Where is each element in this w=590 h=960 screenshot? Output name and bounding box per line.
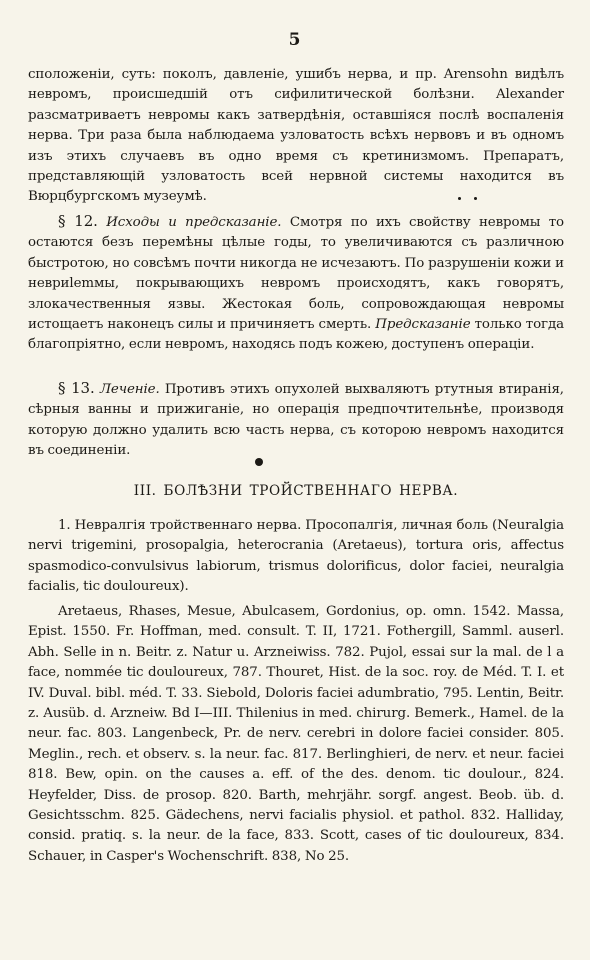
prognosis-term: Предсказаніе bbox=[375, 317, 471, 333]
section-12-title: Исходы и предсказаніе. bbox=[106, 215, 282, 230]
paragraph-bibliography: Aretaeus, Rhases, Mesue, Abulcasem, Gordonius, op. omn. 1542. Massa, Epist. 1550. Fr. Hoffman, med. consult. T. II, 1721. Fothergill, Samml. auserl. Abh. Selle in n. Beitr. z. Natur u. Arzneiwiss. 782. Pujol, essai sur la mal. de l a face, nommée tic douloureux, 787. Thouret, Hist. de la soc. roy. de Méd. T. I. et IV. Duval. bibl. méd. T. 33. Siebold, Doloris faciei adumbratio, 795. Lentin, Beitr. z. Ausüb. d. Arzneiw. Bd I—III. Thilenius in med. chirurg. Bemerk., Hamel. de la neur. fac. 803. Langenbeck, Pr. de nerv. cerebri in dolore faciei consider. 805. Meglin., rech. et observ. s. la neur. fac. 817. Berlinghieri, de nerv. et neur. faciei 818. Bew, opin. on the causes a. eff. of the des. denom. tic doulour., 824. Heyfelder, Diss. de prosop. 820. Barth, mehrjähr. sorgf. angest. Beob. üb. d. Gesichtsschm. 825. Gädechens, nervi facialis physiol. et pathol. 832. Halliday, consid. pratiq. s. la neur. de la face, 833. Scott, cases of tic douloureux, 834. Schauer, in Casper's Wochenschrift. 838, No 25. bbox=[28, 604, 564, 864]
paragraph-section-13 bbox=[28, 378, 564, 462]
section-13-body: Противъ этихъ опухолей выхваляютъ ртутныя втиранія, сѣрныя ванны и прижиганіе, но операція предпочтительнѣе, производя которую должно удалить всю часть нерва, съ которою невромъ находится въ соединеніи. bbox=[28, 382, 564, 459]
ink-spot bbox=[458, 197, 461, 200]
chapter-heading: III. БОЛѢЗНИ ТРОЙСТВЕННАГО НЕРВА. bbox=[133, 483, 459, 499]
section-13-number: § 13. bbox=[58, 379, 95, 397]
page-number: 5 bbox=[288, 30, 302, 50]
section-12-number: § 12. bbox=[58, 212, 98, 230]
ink-blot bbox=[255, 458, 263, 466]
paragraph-section-12 bbox=[28, 211, 564, 356]
section-12-body-end: только тогда благопріятно, если невромъ, находясь подъ кожею, доступенъ операціи. bbox=[28, 317, 564, 353]
section-13-title: Леченіе. bbox=[99, 382, 160, 397]
section-12-body: Смотря по ихъ свойству невромы то остаются безъ перемѣны цѣлые годы, то увеличиваются съ различною быстротою, но совсѣмъ почти никогда не исчезаютъ. По разрушеніи кожи и невриlemмы, покрывающихъ невромъ происходятъ, какъ говорятъ, злокачественныя язвы. Жестокая боль, сопровождающая невромы истощаетъ наконецъ силы и причиняетъ смерть. bbox=[28, 215, 564, 333]
ink-spot bbox=[474, 197, 477, 200]
paragraph-causes-continued: сположеніи, суть: поколъ, давленіе, ушибъ нерва, и пр. Arensohn видѣлъ невромъ, происшедшій отъ сифилитической болѣзни. Alexander разсматриваетъ невромы какъ затвердѣнія, оставшіяся послѣ воспаленія нерва. Три раза была наблюдаема узловатость всѣхъ нервовъ и въ одномъ изъ этихъ случаевъ въ одно время съ кретинизмомъ. Препаратъ, представляющій узловатость всей нервной системы находится въ Вюрцбургскомъ музеумѣ. bbox=[28, 67, 564, 205]
paragraph-trigeminal-neuralgia: 1. Невралгія тройственнаго нерва. Просопалгія, личная боль (Neuralgia nervi trigemini, prosopalgia, heterocrania (Aretaeus), tortura oris, affectus spasmodico-convulsivus labiorum, trismus dolorificus, dolor faciei, neuralgia facialis, tic douloureux). bbox=[28, 518, 564, 595]
